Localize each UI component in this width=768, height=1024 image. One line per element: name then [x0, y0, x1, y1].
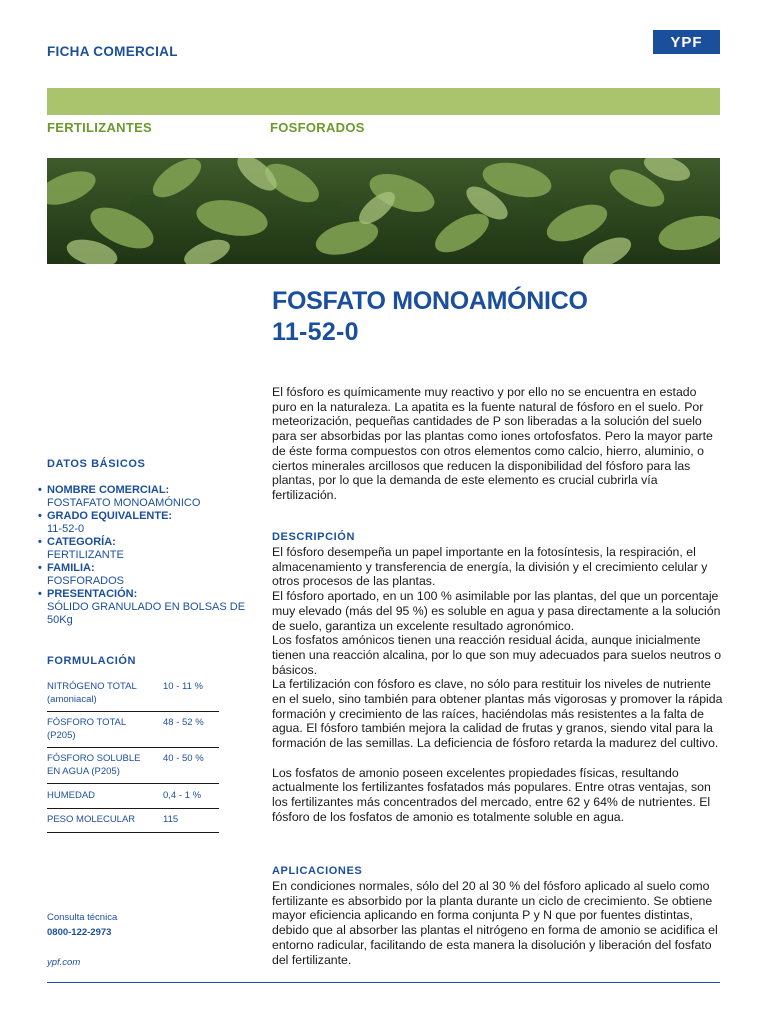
bullet-icon: •: [38, 536, 42, 548]
bullet-icon: •: [38, 562, 42, 574]
descripcion-heading: DESCRIPCIÓN: [272, 531, 355, 543]
datos-basicos-heading: DATOS BÁSICOS: [47, 458, 146, 470]
green-band: [47, 88, 720, 115]
header-title: FICHA COMERCIAL: [47, 44, 178, 59]
table-row: HUMEDAD 0,4 - 1 %: [47, 784, 219, 809]
list-item: • FAMILIA: FOSFORADOS: [38, 562, 125, 587]
descripcion-p3: Los fosfatos amónicos tienen una reacción residual ácida, aunque inicialmente tienen una reacción alcalina, por lo que son muy adecuados para suelos neutros o básicos.: [272, 633, 722, 677]
bullet-icon: •: [38, 588, 42, 600]
consulta-phone[interactable]: 0800-122-2973: [47, 927, 112, 938]
bullet-icon: •: [38, 484, 42, 496]
aplicaciones-body: En condiciones normales, sólo del 20 al 30 % del fósforo aplicado al suelo como fertilizante es absorbido por la planta durante un ciclo de crecimiento. Se obtiene mayor eficiencia aplicando en forma conjunta P y N que por fuentes distintas, debido que al absorber las plantas el nitrógeno en forma de amonio se acidifica el entorno radicular, facilitando de esta manera la disolución y liberación del fosfato del fertilizante.: [272, 879, 718, 967]
formulacion-table: [47, 680, 219, 833]
descripcion-p2: El fósforo aportado, en un 100 % asimilable por las plantas, del que un porcentaje muy elevado (más del 95 %) es soluble en agua y pasa directamente a la solución de suelo, garantiza un excelente resultado agronómico.: [272, 589, 721, 633]
descripcion-p1: El fósforo desempeña un papel importante en la fotosíntesis, la respiración, el almacenamiento y transferencia de energía, la división y el crecimiento celular y otros procesos de las plantas.: [272, 545, 708, 589]
category-fosforados: FOSFORADOS: [270, 120, 365, 135]
category-fertilizantes: FERTILIZANTES: [47, 120, 153, 135]
consulta-label: Consulta técnica: [47, 912, 118, 923]
formulacion-heading: FORMULACIÓN: [47, 655, 137, 667]
datos-basicos-list: [38, 484, 258, 627]
descripcion-p5: Los fosfatos de amonio poseen excelentes propiedades físicas, resultando actualmente los fertilizantes fosfatados más populares. Entre otras ventajas, son los fertilizantes más concentrados del mercado, entre 62 y 64% de nutrientes. El fósforo de los fosfatos de amonio es totalmente soluble en agua.: [272, 765, 711, 824]
descripcion-p4: La fertilización con fósforo es clave, no sólo para restituir los niveles de nutriente en el suelo, sino también para obtener plantas más vigorosas y promover la rápida formación y crecimiento de las raíces, haciéndolas más resistentes a la falta de agua. El fósforo también mejora la calidad de frutas y granos, siendo vital para la formación de las semillas. La deficiencia de fósforo retarda la madurez del cultivo.: [272, 677, 723, 751]
leaves-banner-image: [47, 158, 720, 264]
table-row: FÓSFORO TOTAL (P205) 48 - 52 %: [47, 712, 219, 748]
list-item: • GRADO EQUIVALENTE: 11-52-0: [38, 510, 173, 535]
descripcion-body: [272, 545, 724, 824]
table-row: FÓSFORO SOLUBLE EN AGUA (P205) 40 - 50 %: [47, 748, 219, 784]
product-grade: 11-52-0: [272, 318, 359, 346]
intro-paragraph: El fósforo es químicamente muy reactivo y por ello no se encuentra en estado puro en la naturaleza. La apatita es la fuente natural de fósforo en el suelo. Por meteorización, pequeñas cantidades de P son liberadas a la solución del suelo para ser absorbidas por las plantas como iones ortofosfatos. Pero la mayor parte de éste forma compuestos con otros elementos como calcio, hierro, aluminio, o ciertos minerales arcillosos que reducen la disponibilidad del fósforo para las plantas, por lo que la demanda de este elemento es crucial cubrirla vía fertilización.: [272, 385, 713, 502]
table-row: PESO MOLECULAR 115: [47, 809, 219, 833]
table-row: NITRÓGENO TOTAL (amoniacal) 10 - 11 %: [47, 680, 219, 712]
bottom-divider: [47, 982, 720, 983]
list-item: • PRESENTACIÓN: SÓLIDO GRANULADO EN BOLSAS DE 50Kg: [38, 588, 246, 626]
ypf-logo: YPF: [653, 30, 720, 54]
website-link[interactable]: ypf.com: [47, 957, 81, 968]
bullet-icon: •: [38, 510, 42, 522]
product-title: FOSFATO MONOAMÓNICO: [272, 287, 588, 315]
aplicaciones-heading: APLICACIONES: [272, 865, 363, 877]
list-item: • NOMBRE COMERCIAL: FOSTAFATO MONOAMÓNICO: [38, 484, 201, 509]
list-item: • CATEGORÍA: FERTILIZANTE: [38, 536, 124, 561]
